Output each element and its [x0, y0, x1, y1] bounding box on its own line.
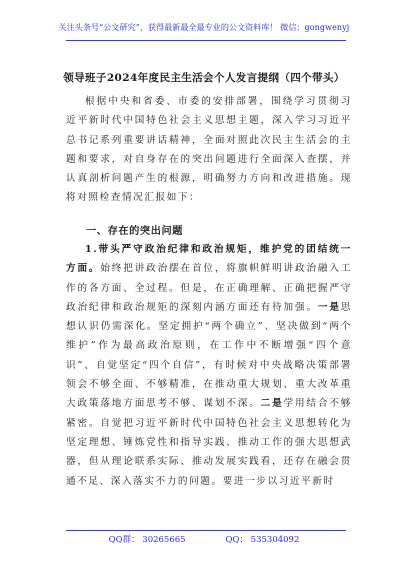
intro-paragraph: 根据中央和省委、市委的安排部署，围绕学习贯彻习近平新时代中国特色社会主义思想主题，深入学习习近平总书记系列重要讲话精神，全面对照此次民主生活会的主题和要求，对自身存在的突出问题进行全面深入查摆，并认真剖析问题产生的根源，明确努力方向和改进措施。现将对照检查情况汇报如下：	[66, 96, 352, 204]
item1-heading: 1.带头严守政治纪律和政治规矩，维护党的团结统一方面。	[66, 244, 352, 275]
header-divider	[66, 40, 346, 41]
item1-text-a: 始终把讲政治摆在首位，将旗帜鲜明讲政治融入工作的各方面、全过程。但是，在正确理解、正确把握严守政治纪律和政治规矩的深刻内涵方面还有待加强。	[66, 263, 352, 313]
item1-marker-1: 一是	[317, 301, 341, 313]
item1-paragraph	[66, 240, 352, 491]
item1-text-c: 学用结合不够紧密。自觉把习近平新时代中国特色社会主义思想转化为坚定理想、锤炼党性和指导实践、推动工作的强大思想武器，但从理论联系实际、推动发展实践看，还存在融会贯通不足、深入落实不力的问题。要进一步以习近平新时	[66, 398, 353, 487]
item1-marker-2: 二是	[260, 398, 284, 410]
footer-contact	[0, 533, 408, 545]
footer-qq: QQ： 535304092	[225, 535, 300, 545]
section-heading: 一、存在的突出问题	[86, 225, 184, 237]
footer-divider	[66, 530, 346, 531]
footer-qq-group: QQ群： 30265665	[108, 535, 186, 545]
item1-text-b: 思想认识仍需深化。坚定拥护“两个确立”、坚决做到“两个维护”作为最高政治原则，在工作中不断增强“四个意识”、自觉坚定“四个自信”，有时候对中央战略决策部署领会不够全面、不够精准，在推动重大规划、重大改革重大政策落地方面思考不够、谋划不深。	[66, 301, 352, 410]
document-title: 领导班子2024年度民主生活会个人发言提纲（四个带头）	[63, 72, 345, 84]
header-banner: 关注头条号“公文研究”，获得最新最全最专业的公文资料库！ 微信：gongwenyj	[58, 23, 350, 32]
